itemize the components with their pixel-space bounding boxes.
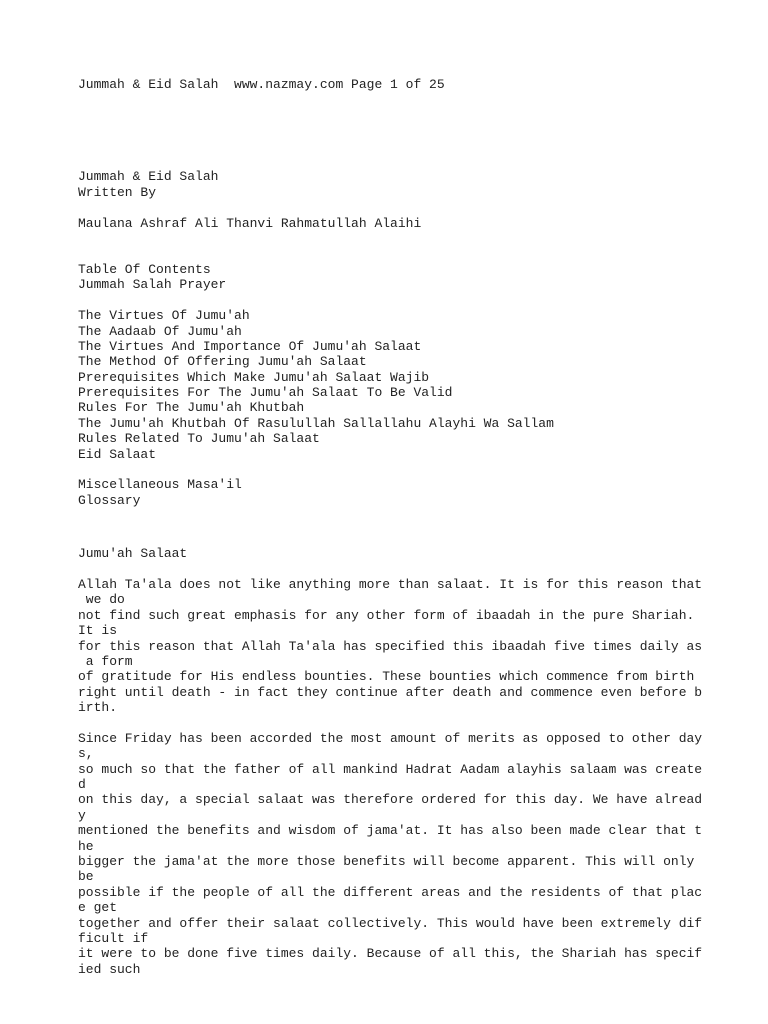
paragraph-1 — [78, 577, 738, 716]
text-line: e get — [78, 900, 118, 916]
spacer — [78, 462, 738, 477]
spacer — [78, 200, 738, 215]
text-line: a form — [78, 653, 133, 669]
toc-item: The Virtues And Importance Of Jumu'ah Salaat — [78, 338, 422, 354]
toc-item: Glossary — [78, 492, 141, 508]
text-line: it were to be done five times daily. Because of all this, the Shariah has specif — [78, 946, 703, 962]
text-line: be — [78, 869, 94, 885]
text-line: Since Friday has been accorded the most amount of merits as opposed to other day — [78, 730, 703, 746]
toc-item: Prerequisites Which Make Jumu'ah Salaat Wajib — [78, 369, 430, 385]
document-title: Jummah & Eid Salah — [78, 169, 219, 185]
toc-item: Rules For The Jumu'ah Khutbah — [78, 400, 305, 416]
paragraph-2 — [78, 731, 738, 977]
toc-item: Miscellaneous Masa'il — [78, 477, 242, 493]
spacer — [78, 231, 738, 262]
spacer — [78, 293, 738, 308]
toc-item: The Virtues Of Jumu'ah — [78, 308, 250, 324]
text-line: Allah Ta'ala does not like anything more than salaat. It is for this reason that — [78, 576, 703, 592]
toc-item: Rules Related To Jumu'ah Salaat — [78, 431, 320, 447]
page-header: Jummah & Eid Salah www.nazmay.com Page 1 of 25 — [78, 77, 445, 92]
author-name: Maulana Ashraf Ali Thanvi Rahmatullah Alaihi — [78, 215, 422, 231]
text-line: possible if the people of all the different areas and the residents of that plac — [78, 884, 703, 900]
spacer — [78, 92, 738, 169]
text-line: of gratitude for His endless bounties. These bounties which commence from birth — [78, 669, 695, 685]
text-line: y — [78, 807, 86, 823]
text-line: ied such — [78, 961, 141, 977]
text-line: he — [78, 838, 94, 854]
toc-list — [78, 308, 738, 462]
written-by-label: Written By — [78, 184, 157, 200]
text-line: not find such great emphasis for any other form of ibaadah in the pure Shariah. — [78, 607, 695, 623]
document-page — [78, 77, 738, 977]
section-heading: Jumu'ah Salaat — [78, 546, 188, 562]
text-line: we do — [78, 592, 125, 608]
text-line: s, — [78, 746, 94, 762]
text-line: ficult if — [78, 930, 149, 946]
text-line: on this day, a special salaat was therefore ordered for this day. We have alread — [78, 792, 703, 808]
text-line: It is — [78, 623, 118, 639]
text-line: bigger the jama'at the more those benefits will become apparent. This will only — [78, 854, 695, 870]
text-line: irth. — [78, 700, 118, 716]
text-line: d — [78, 777, 86, 793]
toc-item: The Method Of Offering Jumu'ah Salaat — [78, 354, 367, 370]
text-line: together and offer their salaat collectively. This would have been extremely dif — [78, 915, 703, 931]
toc-item: Eid Salaat — [78, 446, 157, 462]
text-line: right until death - in fact they continue after death and commence even before b — [78, 684, 703, 700]
toc-item: The Jumu'ah Khutbah Of Rasulullah Sallallahu Alayhi Wa Sallam — [78, 415, 554, 431]
toc-item: The Aadaab Of Jumu'ah — [78, 323, 242, 339]
toc-subheading: Jummah Salah Prayer — [78, 277, 227, 293]
spacer — [78, 716, 738, 731]
toc-heading: Table Of Contents — [78, 261, 211, 277]
spacer — [78, 508, 738, 546]
text-line: so much so that the father of all mankind Hadrat Aadam alayhis salaam was create — [78, 761, 703, 777]
text-line: for this reason that Allah Ta'ala has specified this ibaadah five times daily as — [78, 638, 703, 654]
text-line: mentioned the benefits and wisdom of jama'at. It has also been made clear that t — [78, 823, 703, 839]
spacer — [78, 562, 738, 577]
toc-item: Prerequisites For The Jumu'ah Salaat To Be Valid — [78, 385, 453, 401]
